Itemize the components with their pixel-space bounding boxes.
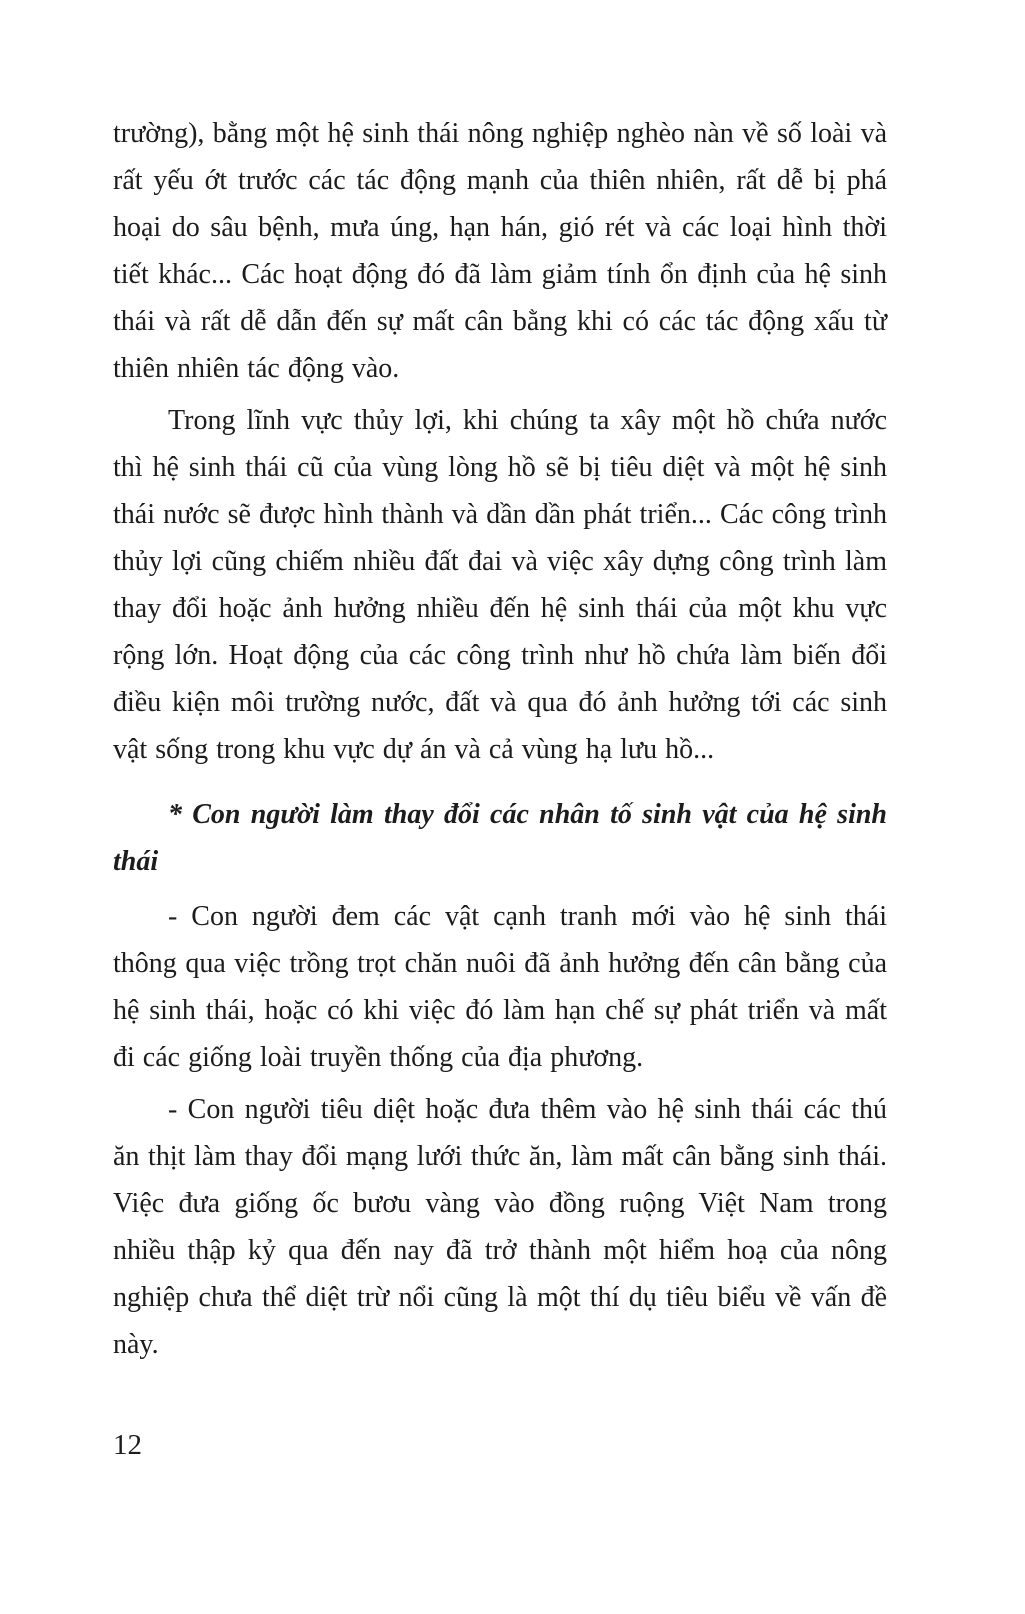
section-heading: * Con người làm thay đổi các nhân tố sinh vật của hệ sinh thái <box>113 799 887 877</box>
paragraph-continuation: trường), bằng một hệ sinh thái nông nghiệp nghèo nàn về số loài và rất yếu ớt trước các tác động mạnh của thiên nhiên, rất dễ bị phá hoại do sâu bệnh, mưa úng, hạn hán, gió rét và các loại hình thời tiết khác... Các hoạt động đó đã làm giảm tính ổn định của hệ sinh thái và rất dễ dẫn đến sự mất cân bằng khi có các tác động xấu từ thiên nhiên tác động vào. <box>113 118 887 384</box>
paragraph-competition: - Con người đem các vật cạnh tranh mới vào hệ sinh thái thông qua việc trồng trọt chăn nuôi đã ảnh hưởng đến cân bằng của hệ sinh thái, hoặc có khi việc đó làm hạn chế sự phát triển và mất đi các giống loài truyền thống của địa phương. <box>113 901 887 1073</box>
page-number: 12 <box>113 1429 142 1461</box>
document-page-body <box>113 110 887 1368</box>
paragraph-predators: - Con người tiêu diệt hoặc đưa thêm vào hệ sinh thái các thú ăn thịt làm thay đổi mạng lưới thức ăn, làm mất cân bằng sinh thái. Việc đưa giống ốc bươu vàng vào đồng ruộng Việt Nam trong nhiều thập kỷ qua đến nay đã trở thành một hiểm hoạ của nông nghiệp chưa thể diệt trừ nổi cũng là một thí dụ tiêu biểu về vấn đề này. <box>113 1094 887 1360</box>
paragraph-irrigation: Trong lĩnh vực thủy lợi, khi chúng ta xây một hồ chứa nước thì hệ sinh thái cũ của vùng lòng hồ sẽ bị tiêu diệt và một hệ sinh thái nước sẽ được hình thành và dần dần phát triển... Các công trình thủy lợi cũng chiếm nhiều đất đai và việc xây dựng công trình làm thay đổi hoặc ảnh hưởng nhiều đến hệ sinh thái của một khu vực rộng lớn. Hoạt động của các công trình như hồ chứa làm biến đổi điều kiện môi trường nước, đất và qua đó ảnh hưởng tới các sinh vật sống trong khu vực dự án và cả vùng hạ lưu hồ... <box>113 405 887 765</box>
